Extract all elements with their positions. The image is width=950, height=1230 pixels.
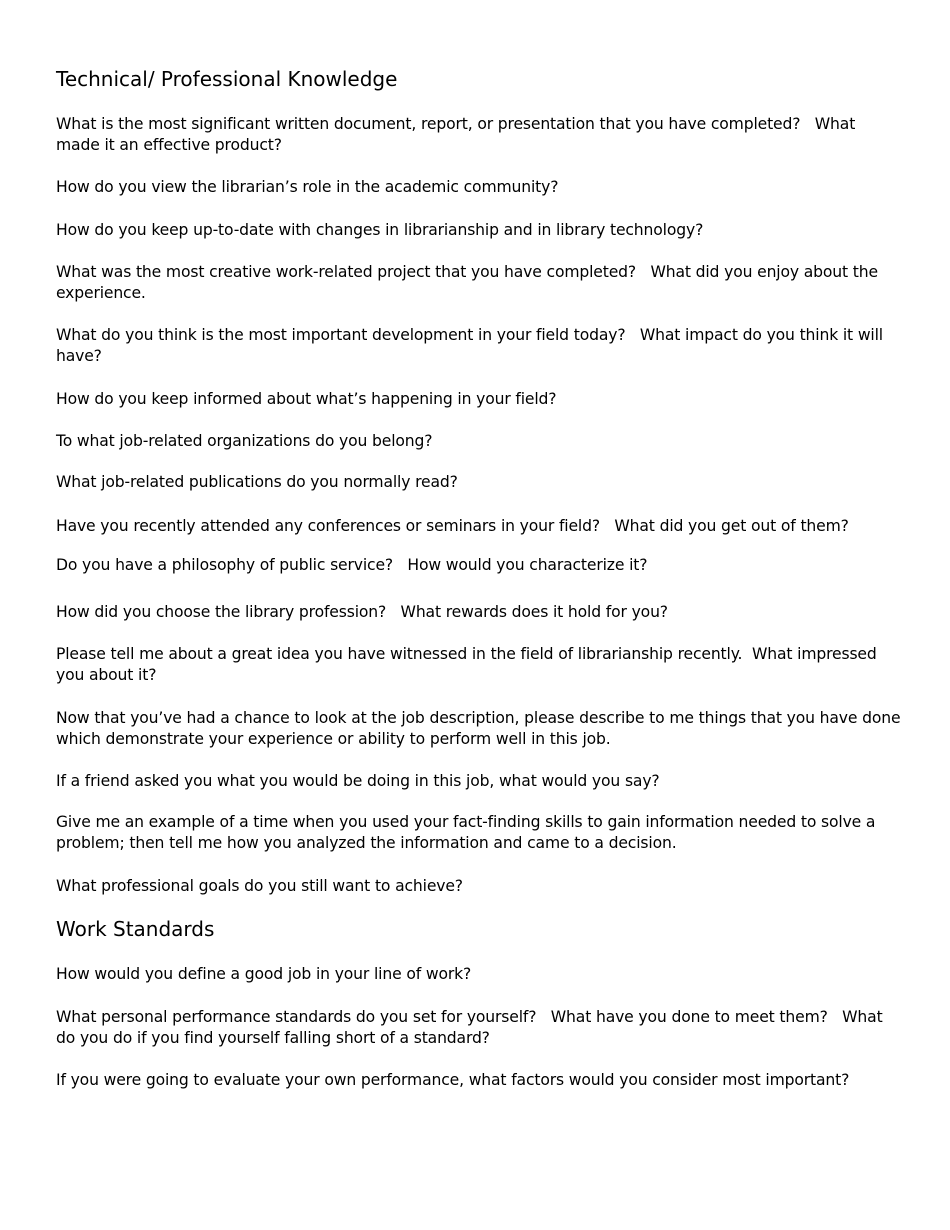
question-item: Please tell me about a great idea you have witnessed in the field of librarianship recently. What impressed you about it? bbox=[56, 645, 882, 684]
question-item: Have you recently attended any conferences or seminars in your field? What did you get out of them? bbox=[56, 517, 849, 535]
question-item: How do you view the librarian’s role in the academic community? bbox=[56, 178, 559, 196]
section-heading-technical-knowledge: Technical/ Professional Knowledge bbox=[56, 67, 398, 91]
question-item: What was the most creative work-related project that you have completed? What did you enjoy about the experience. bbox=[56, 263, 883, 302]
question-item: If you were going to evaluate your own performance, what factors would you consider most important? bbox=[56, 1071, 850, 1089]
question-item: What do you think is the most important development in your field today? What impact do you think it will have? bbox=[56, 326, 888, 365]
question-item: What professional goals do you still want to achieve? bbox=[56, 877, 463, 895]
question-item: What job-related publications do you normally read? bbox=[56, 473, 458, 491]
question-item: Now that you’ve had a chance to look at the job description, please describe to me things that you have done which demonstrate your experience or ability to perform well in this job. bbox=[56, 709, 906, 748]
question-item: How do you keep informed about what’s happening in your field? bbox=[56, 390, 557, 408]
question-item: To what job-related organizations do you belong? bbox=[56, 432, 433, 450]
question-item: Give me an example of a time when you used your fact-finding skills to gain information needed to solve a problem; then tell me how you analyzed the information and came to a decision. bbox=[56, 813, 881, 852]
question-item: How do you keep up-to-date with changes in librarianship and in library technology? bbox=[56, 221, 704, 239]
question-item: Do you have a philosophy of public service? How would you characterize it? bbox=[56, 556, 648, 574]
question-item: What is the most significant written document, report, or presentation that you have completed? What made it an effective product? bbox=[56, 115, 860, 154]
question-item: How would you define a good job in your line of work? bbox=[56, 965, 472, 983]
section-heading-work-standards: Work Standards bbox=[56, 917, 215, 941]
question-item: How did you choose the library profession? What rewards does it hold for you? bbox=[56, 603, 668, 621]
question-item: What personal performance standards do you set for yourself? What have you done to meet them? What do you do if you find yourself falling short of a standard? bbox=[56, 1008, 888, 1047]
question-item: If a friend asked you what you would be doing in this job, what would you say? bbox=[56, 772, 660, 790]
